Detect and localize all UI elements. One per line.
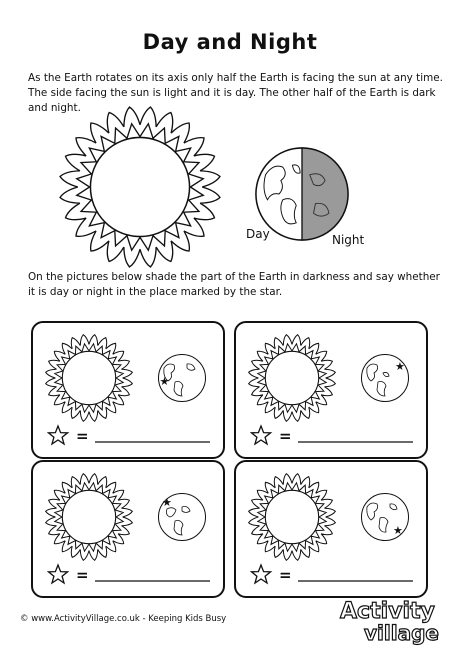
page-title: Day and Night [142,30,318,54]
star-filled-icon: ★ [159,375,170,388]
answer-row [47,423,217,449]
answer-row [250,562,420,588]
earth-icon [157,353,207,403]
earth-icon [360,492,410,542]
star-outline-icon [251,565,270,583]
star-filled-icon: ★ [162,496,172,509]
earth-icon [157,492,207,542]
logo-line2: village [364,621,439,645]
earth-icon [360,353,410,403]
svg-text:=: = [279,566,292,584]
sun-icon [246,471,338,563]
exercise-card-1 [31,321,225,459]
sun-icon [43,332,135,424]
svg-text:=: = [76,427,89,445]
star-outline-icon [48,565,67,583]
exercise-card-2 [234,321,428,459]
instructions: On the pictures below shade the part of the Earth in darkness and say whether it is day or night in the place marked by the star. [28,271,440,298]
intro-paragraph: As the Earth rotates on its axis only half the Earth is facing the sun at any time. The side facing the sun is light and it is day. The other half of the Earth is dark and night. [28,72,443,114]
logo-line1: Activity [340,599,435,624]
answer-row [47,562,217,588]
night-label: Night [332,233,365,247]
sun-icon [246,332,338,424]
star-outline-icon [48,426,67,444]
star-filled-icon: ★ [395,360,405,373]
answer-row [250,423,420,449]
sun-icon [56,103,224,271]
star-filled-icon: ★ [393,524,403,537]
sun-icon [43,471,135,563]
exercise-card-3 [31,460,225,598]
svg-text:=: = [279,427,292,445]
svg-text:=: = [76,566,89,584]
footer-copyright: © www.ActivityVillage.co.uk - Keeping Kids Busy [20,614,227,624]
exercise-card-4 [234,460,428,598]
day-label: Day [246,227,270,241]
star-outline-icon [251,426,270,444]
activity-village-logo [336,596,448,646]
